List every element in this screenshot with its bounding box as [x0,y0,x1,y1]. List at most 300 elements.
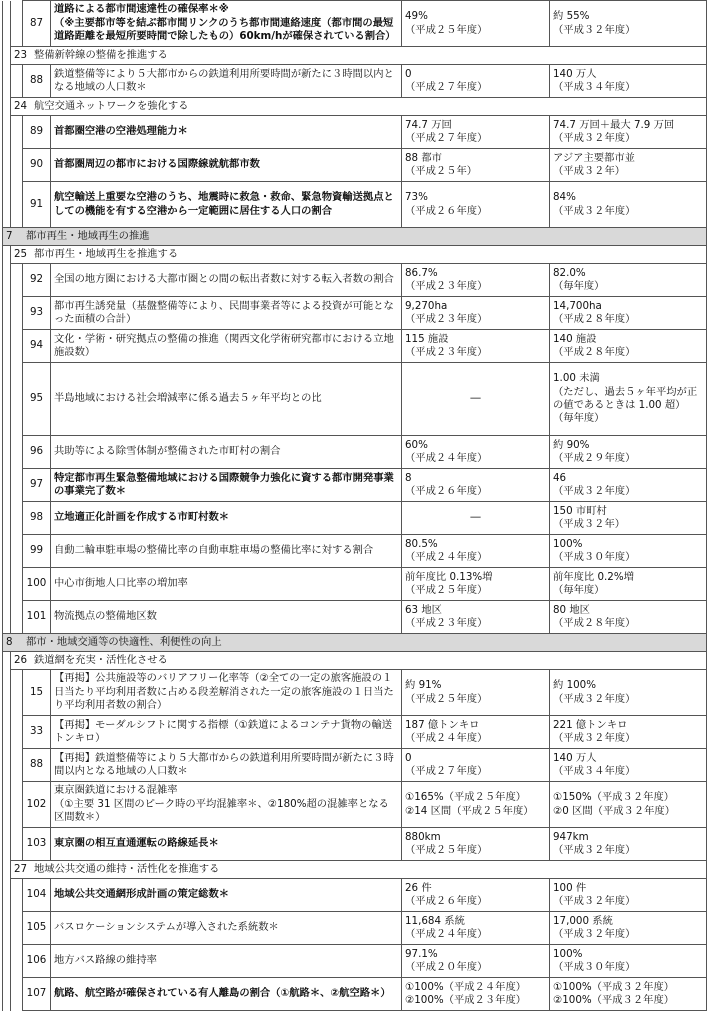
base-line: 0 [405,67,412,80]
base-line: 86.7% [405,266,438,279]
group-label: 都市再生・地域再生を推進する [34,247,179,260]
group-label: 整備新幹線の整備を推進する [34,48,168,61]
target-value [550,363,707,436]
target-line: （平成３２年） [553,518,626,530]
indent-cell [3,297,11,330]
indicator-row [3,879,707,912]
target-line: 82.0% [553,266,586,279]
indicator-description [51,782,402,828]
target-line: （平成３２年） [553,165,626,177]
base-line: 880km [405,830,441,843]
indicator-number: 104 [23,879,51,912]
target-line: 150 市町村 [553,504,607,517]
kpi-table [2,0,707,1011]
target-value [550,116,707,149]
target-line: （平成３２年度） [553,23,636,36]
indicator-number: 91 [23,182,51,228]
indicator-number: 100 [23,568,51,601]
indicator-description [51,535,402,568]
policy-group-title [11,246,707,264]
target-value [550,535,707,568]
baseline-value [402,182,550,228]
indicator-description [51,264,402,297]
indicator-description [51,297,402,330]
desc-line: 中心市街地人口比率の増加率 [54,577,188,590]
target-line: （平成３２年度） [553,692,636,705]
base-line: （平成２４年度） [405,928,488,940]
target-value [550,330,707,363]
indicator-description [51,879,402,912]
desc-line: 文化・学術・研究拠点の整備の推進（関西文化学術研究都市における立地施設数） [54,332,394,358]
baseline-value [402,912,550,945]
indicator-number: 92 [23,264,51,297]
target-line: 1.00 未満 [553,372,600,385]
baseline-value [402,297,550,330]
target-line: （平成２８年度） [553,617,636,629]
section-number: 7 [6,229,13,242]
base-line: ①165%（平成２５年度） [405,791,527,804]
desc-line: 【再掲】鉄道整備等により５大都市からの鉄道利用所要時間が新たに３時間以内となる地域の人口数＊ [54,751,394,777]
target-line: ②0 区間（平成３２年度） [553,804,676,817]
indent-cell [3,861,11,879]
policy-group-row [3,98,707,116]
desc-line: 特定都市再生緊急整備地域における国際競争力強化に資する都市開発事業の事業完了数＊ [54,471,394,497]
indicator-row [3,116,707,149]
indicator-row [3,149,707,182]
indicator-description [51,601,402,634]
base-line: 前年度比 0.13%増 [405,570,493,583]
indicator-row [3,782,707,828]
baseline-value [402,116,550,149]
indicator-description [51,978,402,1011]
target-line: （平成３４年度） [553,81,636,93]
indicator-number: 103 [23,828,51,861]
target-line: アジア主要都市並 [553,151,635,164]
indicator-row [3,182,707,228]
indicator-row [3,330,707,363]
base-line: ②100%（平成２３年度） [405,994,527,1006]
indent-cell [3,535,11,568]
target-line: （毎年度） [553,412,605,425]
desc-line: 物流拠点の整備地区数 [54,610,157,623]
target-value [550,978,707,1011]
base-line: ①100%（平成２４年度） [405,980,527,993]
base-line: （平成２３年度） [405,617,488,629]
target-value [550,264,707,297]
indicator-description [51,330,402,363]
indicator-number: 105 [23,912,51,945]
indent-cell [3,246,11,264]
policy-group-row [3,47,707,65]
baseline-value [402,330,550,363]
policy-group-title [11,98,707,116]
target-line: （平成３０年度） [553,551,636,563]
indicator-number: 101 [23,601,51,634]
indicator-description [51,182,402,228]
base-line: 115 施設 [405,332,449,345]
base-line: （平成２５年度） [405,23,488,36]
indent-cell [11,363,23,436]
indent-cell [11,330,23,363]
indicator-number: 95 [23,363,51,436]
base-line: 97.1% [405,947,438,960]
indicator-row [3,568,707,601]
indent-cell [11,149,23,182]
desc-line: 共助等による除雪体制が整備された市町村の割合 [54,445,281,458]
indicator-number: 88 [23,65,51,98]
target-line: 100% [553,947,583,960]
baseline-value [402,978,550,1011]
policy-section-row [3,228,707,246]
indent-cell [11,182,23,228]
desc-line: 東京圏鉄道における混雑率 [54,784,178,797]
indicator-row [3,264,707,297]
baseline-value [402,601,550,634]
desc-line: 航空輸送上重要な空港のうち、地震時に救急・救命、緊急物資輸送拠点としての機能を有する空港から一定範囲に居住する人口の割合 [54,191,394,217]
indicator-description [51,912,402,945]
target-value [550,601,707,634]
target-line: （平成３２年度） [553,895,636,907]
indicator-number: 93 [23,297,51,330]
target-line: 140 万人 [553,751,597,764]
target-line: 84% [553,191,576,204]
base-line: 80.5% [405,537,438,550]
target-line: 前年度比 0.2%増 [553,570,634,583]
base-line: （平成２６年度） [405,204,488,217]
indicator-number: 99 [23,535,51,568]
policy-section-title [3,634,707,652]
base-line: 88 都市 [405,151,442,164]
target-line: 100 件 [553,881,587,894]
indent-cell [3,828,11,861]
baseline-value [402,782,550,828]
indicator-row [3,535,707,568]
indicator-row [3,469,707,502]
policy-section-row [3,634,707,652]
target-line: 46 [553,471,567,484]
target-line: （平成３２年度） [553,204,636,217]
target-line: （平成３４年度） [553,765,636,777]
desc-line: バスロケーションシステムが導入された系統数＊ [54,921,279,934]
base-line: （平成２７年度） [405,81,488,93]
indicator-number: 90 [23,149,51,182]
indicator-description [51,116,402,149]
indicator-number: 98 [23,502,51,535]
target-line: 80 地区 [553,603,590,616]
target-line: ①100%（平成３２年度） [553,980,675,993]
indicator-description [51,436,402,469]
target-value [550,65,707,98]
desc-line: 都市再生誘発量（基盤整備等により、民間事業者等による投資が可能となった面積の合計） [54,299,394,325]
base-line: （平成２５年度） [405,844,488,856]
section-label: 都市再生・地域再生の推進 [26,229,150,242]
baseline-value [402,363,550,436]
indent-cell [3,670,11,716]
base-line: （平成２５年） [405,165,478,177]
indicator-number: 102 [23,782,51,828]
indent-cell [3,502,11,535]
indent-cell [11,879,23,912]
target-value [550,670,707,716]
indent-cell [3,652,11,670]
kpi-table-body [3,1,707,1011]
indent-cell [11,601,23,634]
indicator-row [3,601,707,634]
target-line: ①150%（平成３２年度） [553,791,675,804]
section-label: 都市・地域交通等の快適性、利便性の向上 [26,635,222,648]
desc-line: 首都圏周辺の都市における国際線就航都市数 [54,158,260,171]
indent-cell [11,782,23,828]
indent-cell [3,568,11,601]
target-line: 74.7 万回＋最大 7.9 万回 [553,118,675,131]
indent-cell [3,149,11,182]
indent-cell [11,568,23,601]
target-line: 221 億トンキロ [553,718,628,731]
desc-line: 半島地域における社会増減率に係る過去５ヶ年平均との比 [54,392,322,405]
target-value [550,1,707,47]
base-line: ― [470,392,481,405]
indicator-row [3,828,707,861]
base-line: 11,684 系統 [405,914,465,927]
policy-group-title [11,47,707,65]
indent-cell [3,98,11,116]
target-line: （ただし、過去５ヶ年平均が正の値であるときは 1.00 超） [553,385,698,411]
target-line: （平成３０年度） [553,961,636,973]
baseline-value [402,945,550,978]
base-line: （平成２５年度） [405,584,488,596]
base-line: 63 地区 [405,603,442,616]
indent-cell [3,436,11,469]
indicator-row [3,670,707,716]
indent-cell [3,116,11,149]
indent-cell [11,297,23,330]
base-line: 9,270ha [405,299,448,312]
baseline-value [402,828,550,861]
group-number: 27 [14,862,28,875]
baseline-value [402,568,550,601]
policy-section-title [3,228,707,246]
indicator-number: 15 [23,670,51,716]
indicator-number: 107 [23,978,51,1011]
base-line: 0 [405,751,412,764]
indicator-description [51,1,402,47]
indent-cell [3,716,11,749]
indent-cell [3,945,11,978]
policy-group-title [11,861,707,879]
base-line: 187 億トンキロ [405,718,480,731]
indicator-row [3,912,707,945]
base-line: （平成２３年度） [405,346,488,358]
target-line: （毎年度） [553,280,605,292]
target-line: 約 55% [553,10,590,23]
group-number: 26 [14,653,28,666]
desc-line: 道路による都市間速達性の確保率＊※ [54,3,229,16]
indicator-row [3,436,707,469]
target-value [550,782,707,828]
group-number: 25 [14,247,28,260]
section-number: 8 [6,635,13,648]
baseline-value [402,1,550,47]
desc-line: 【再掲】モーダルシフトに関する指標（①鉄道によるコンテナ貨物の輸送トンキロ） [54,718,393,744]
indicator-number: 88 [23,749,51,782]
target-line: 約 90% [553,438,590,451]
indicator-number: 33 [23,716,51,749]
baseline-value [402,469,550,502]
indent-cell [3,879,11,912]
target-value [550,879,707,912]
base-line: 8 [405,471,412,484]
indicator-row [3,363,707,436]
target-value [550,469,707,502]
target-value [550,502,707,535]
indent-cell [11,1,23,47]
desc-line: （①主要 31 区間のピーク時の平均混雑率＊、②180%超の混雑率となる区間数＊） [54,797,389,824]
target-value [550,568,707,601]
base-line: （平成２５年度） [405,692,488,705]
indicator-row [3,945,707,978]
target-line: （平成２８年度） [553,313,636,325]
base-line: （平成２３年度） [405,280,488,292]
base-line: （平成２７年度） [405,132,488,144]
baseline-value [402,749,550,782]
policy-group-row [3,861,707,879]
indent-cell [3,1,11,47]
baseline-value [402,670,550,716]
target-line: （平成３２年度） [553,928,636,940]
indicator-number: 97 [23,469,51,502]
baseline-value [402,502,550,535]
indent-cell [11,716,23,749]
target-line: 947km [553,830,589,843]
target-line: （平成２９年度） [553,452,636,464]
indent-cell [3,601,11,634]
base-line: 49% [405,10,428,23]
indicator-description [51,65,402,98]
indent-cell [3,264,11,297]
target-value [550,716,707,749]
indent-cell [11,436,23,469]
indicator-number: 96 [23,436,51,469]
target-line: 14,700ha [553,299,602,312]
baseline-value [402,65,550,98]
indicator-row [3,1,707,47]
indent-cell [11,749,23,782]
target-line: ②100%（平成３２年度） [553,994,675,1006]
target-line: 140 施設 [553,332,597,345]
base-line: （平成２３年度） [405,313,488,325]
target-value [550,828,707,861]
indent-cell [3,47,11,65]
indent-cell [11,469,23,502]
base-line: （平成２０年度） [405,961,488,973]
desc-line: 自動二輪車駐車場の整備比率の自動車駐車場の整備比率に対する割合 [54,544,374,557]
indent-cell [11,502,23,535]
desc-line: 地方バス路線の維持率 [54,954,157,967]
group-number: 24 [14,99,28,112]
base-line: （平成２７年度） [405,765,488,777]
indent-cell [11,670,23,716]
indicator-number: 87 [23,1,51,47]
base-line: 73% [405,191,428,204]
indicator-description [51,149,402,182]
indicator-description [51,716,402,749]
indicator-row [3,65,707,98]
baseline-value [402,264,550,297]
baseline-value [402,436,550,469]
target-line: （平成２８年度） [553,346,636,358]
desc-line: 【再掲】公共施設等のバリアフリー化率等（②全ての一定の旅客施設の１日当たり平均利用者数に占める段差解消された一定の旅客施設の１日当たり平均利用者数の割合） [54,672,394,712]
indent-cell [3,469,11,502]
indent-cell [11,116,23,149]
target-value [550,436,707,469]
target-value [550,297,707,330]
target-line: （平成３２年度） [553,132,636,144]
desc-line: 航路、航空路が確保されている有人離島の割合（①航路＊、②航空路＊） [54,987,391,1000]
base-line: 74.7 万回 [405,118,452,131]
base-line: （平成２６年度） [405,485,488,497]
indent-cell [11,65,23,98]
target-value [550,945,707,978]
target-line: 140 万人 [553,67,597,80]
indent-cell [3,978,11,1011]
base-line: （平成２４年度） [405,452,488,464]
group-label: 地域公共交通の維持・活性化を推進する [34,862,220,875]
baseline-value [402,149,550,182]
indent-cell [11,945,23,978]
indent-cell [3,65,11,98]
base-line: （平成２６年度） [405,895,488,907]
baseline-value [402,535,550,568]
indicator-description [51,749,402,782]
target-value [550,149,707,182]
indicator-description [51,670,402,716]
indent-cell [3,363,11,436]
indicator-number: 89 [23,116,51,149]
desc-line: 東京圏の相互直通運転の路線延長＊ [54,837,219,850]
policy-group-row [3,652,707,670]
group-label: 航空交通ネットワークを強化する [34,99,189,112]
policy-group-title [11,652,707,670]
target-value [550,912,707,945]
indent-cell [3,912,11,945]
indent-cell [11,535,23,568]
indent-cell [3,782,11,828]
baseline-value [402,716,550,749]
desc-line: 鉄道整備等により５大都市からの鉄道利用所要時間が新たに３時間以内となる地域の人口数＊ [54,67,394,93]
indent-cell [3,330,11,363]
target-line: 17,000 系統 [553,914,613,927]
indicator-number: 94 [23,330,51,363]
base-line: （平成２４年度） [405,551,488,563]
base-line: ②14 区間（平成２５年度） [405,804,534,817]
indent-cell [11,978,23,1011]
indicator-row [3,297,707,330]
indicator-description [51,828,402,861]
desc-line: 地域公共交通網形成計画の策定総数＊ [54,888,230,901]
target-line: 100% [553,537,583,550]
group-number: 23 [14,48,28,61]
desc-line: 首都圏空港の空港処理能力＊ [54,125,188,138]
indicator-row [3,502,707,535]
target-line: （平成３２年度） [553,485,636,497]
indent-cell [11,828,23,861]
indicator-row [3,978,707,1011]
indicator-description [51,568,402,601]
desc-line: 立地適正化計画を作成する市町村数＊ [54,511,230,524]
base-line: （平成２４年度） [405,732,488,744]
target-line: （平成３２年度） [553,844,636,856]
policy-group-row [3,246,707,264]
